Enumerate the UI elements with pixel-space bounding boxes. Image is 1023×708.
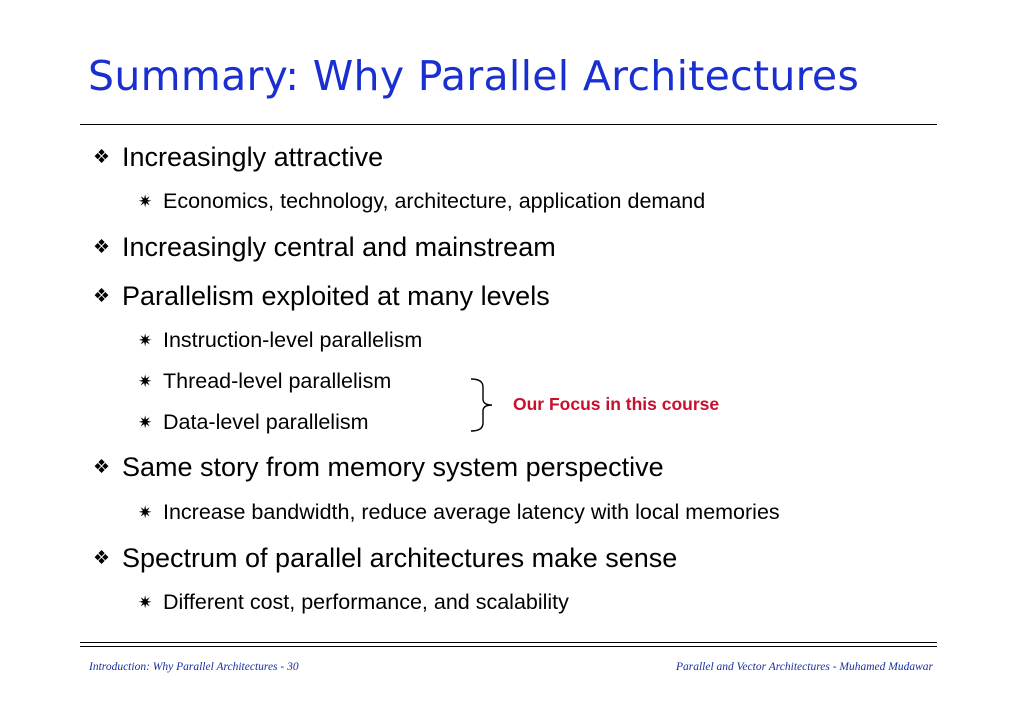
bullet-text: Increasingly attractive <box>122 142 384 172</box>
bullet-central <box>93 232 556 263</box>
diamond-bullet-icon: ❖ <box>93 548 111 569</box>
sub-bullet-memory <box>138 500 780 525</box>
slide-title: Summary: Why Parallel Architectures <box>88 52 860 100</box>
diamond-bullet-icon: ❖ <box>93 237 111 258</box>
title-divider <box>80 124 937 125</box>
sub-bullet-text: Economics, technology, architecture, application demand <box>163 189 706 213</box>
diamond-bullet-icon: ❖ <box>93 147 111 168</box>
footer-divider-top <box>80 642 937 643</box>
focus-callout: Our Focus in this course <box>513 394 720 414</box>
footer-divider-bottom <box>80 646 937 647</box>
sub-bullet-attractive <box>138 189 705 214</box>
sub-bullet-thread-level <box>138 369 391 394</box>
star-bullet-icon: ✷ <box>138 191 153 211</box>
sub-bullet-text: Increase bandwidth, reduce average latency with local memories <box>163 500 780 524</box>
bullet-text: Spectrum of parallel architectures make sense <box>122 543 678 573</box>
star-bullet-icon: ✷ <box>138 502 153 522</box>
bullet-text: Increasingly central and mainstream <box>122 232 556 262</box>
bullet-text: Parallelism exploited at many levels <box>122 281 550 311</box>
star-bullet-icon: ✷ <box>138 592 153 612</box>
star-bullet-icon: ✷ <box>138 330 153 350</box>
diamond-bullet-icon: ❖ <box>93 286 111 307</box>
bullet-memory <box>93 452 664 483</box>
star-bullet-icon: ✷ <box>138 371 153 391</box>
bullet-attractive <box>93 142 383 173</box>
sub-bullet-spectrum <box>138 590 569 615</box>
footer-left-text: Introduction: Why Parallel Architectures - 30 <box>89 661 299 673</box>
sub-bullet-data-level <box>138 410 369 435</box>
sub-bullet-text: Data-level parallelism <box>163 410 369 434</box>
sub-bullet-text: Different cost, performance, and scalability <box>163 590 569 614</box>
bullet-text: Same story from memory system perspective <box>122 452 664 482</box>
curly-brace-icon <box>468 377 498 433</box>
bullet-levels <box>93 281 550 312</box>
diamond-bullet-icon: ❖ <box>93 457 111 478</box>
footer-right-text: Parallel and Vector Architectures - Muhamed Mudawar <box>675 661 933 673</box>
bullet-spectrum <box>93 543 677 574</box>
sub-bullet-instruction-level <box>138 328 422 353</box>
sub-bullet-text: Instruction-level parallelism <box>163 328 423 352</box>
star-bullet-icon: ✷ <box>138 412 153 432</box>
sub-bullet-text: Thread-level parallelism <box>163 369 392 393</box>
